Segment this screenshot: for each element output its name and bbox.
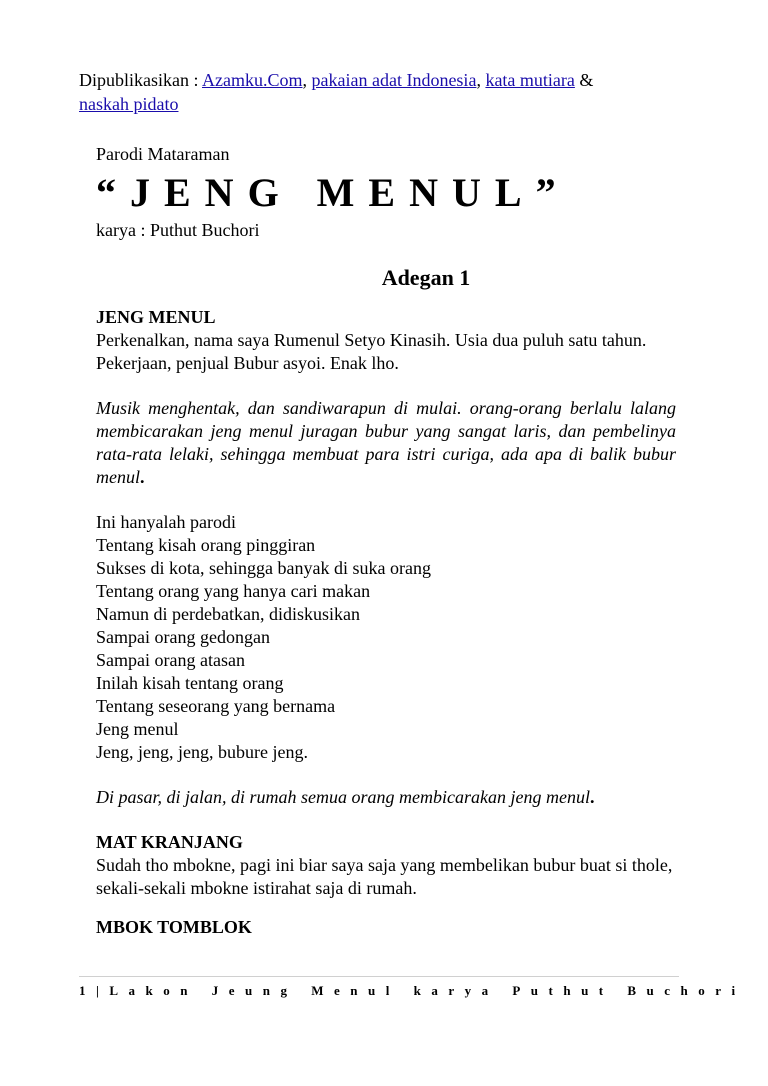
page-footer: 1|Lakon Jeung Menul karya Puthut Buchori	[79, 983, 746, 998]
stage-text: Musik menghentak, dan sandiwarapun di mulai. orang-orang berlalu lalang membicarakan jeng menul juragan bubur yang sangat laris, dan pembelinya rata-rata lelaki, sehingga membuat para istri curiga, ada apa di balik bubur menul	[96, 398, 676, 487]
poem-block	[96, 511, 676, 764]
stage-direction	[96, 786, 676, 809]
poem-line: Tentang seseorang yang bernama	[96, 696, 336, 716]
speaker-name: MBOK TOMBLOK	[96, 917, 252, 937]
poem-line: Tentang orang yang hanya cari makan	[96, 581, 371, 601]
doc-title: “JENG MENUL”	[96, 170, 570, 215]
stage-period: .	[589, 787, 595, 807]
poem-line: Sampai orang atasan	[96, 650, 245, 670]
scene-heading: Adegan 1	[381, 265, 471, 290]
stage-period: .	[140, 467, 145, 487]
link-naskah-pidato[interactable]: naskah pidato	[79, 94, 179, 114]
poem-line: Jeng menul	[96, 719, 179, 739]
speaker-name: MAT KRANJANG	[96, 832, 243, 852]
stage-direction	[96, 397, 676, 489]
poem-line: Inilah kisah tentang orang	[96, 673, 284, 693]
poem-line: Sampai orang gedongan	[96, 627, 270, 647]
poem-line: Jeng, jeng, jeng, bubure jeng.	[96, 742, 308, 762]
speech-text: Sudah tho mbokne, pagi ini biar saya saja yang membelikan bubur buat si thole, sekali-sekali mbokne istirahat saja di rumah.	[96, 855, 673, 898]
publication-line	[79, 68, 639, 116]
link-pakaian-adat[interactable]: pakaian adat Indonesia	[311, 70, 477, 90]
stage-text: Di pasar, di jalan, di rumah semua orang membicarakan jeng menul	[96, 787, 590, 807]
doc-subtitle: Parodi Mataraman	[96, 144, 230, 164]
speaker-name: JENG MENUL	[96, 307, 216, 327]
separator: ,	[476, 70, 486, 90]
link-azamku[interactable]: Azamku.Com	[202, 70, 303, 90]
published-prefix: Dipublikasikan :	[79, 70, 202, 90]
speech-text: Perkenalkan, nama saya Rumenul Setyo Kinasih. Usia dua puluh satu tahun. Pekerjaan, penjual Bubur asyoi. Enak lho.	[96, 330, 647, 373]
poem-line: Tentang kisah orang pinggiran	[96, 535, 316, 555]
poem-line: Namun di perdebatkan, didiskusikan	[96, 604, 360, 624]
poem-line: Ini hanyalah parodi	[96, 512, 236, 532]
separator: ,	[302, 70, 312, 90]
poem-line: Sukses di kota, sehingga banyak di suka orang	[96, 558, 431, 578]
link-kata-mutiara[interactable]: kata mutiara	[485, 70, 575, 90]
footer-divider	[79, 976, 679, 977]
document-body	[96, 142, 676, 939]
separator: &	[574, 70, 594, 90]
doc-author: karya : Puthut Buchori	[96, 220, 260, 240]
